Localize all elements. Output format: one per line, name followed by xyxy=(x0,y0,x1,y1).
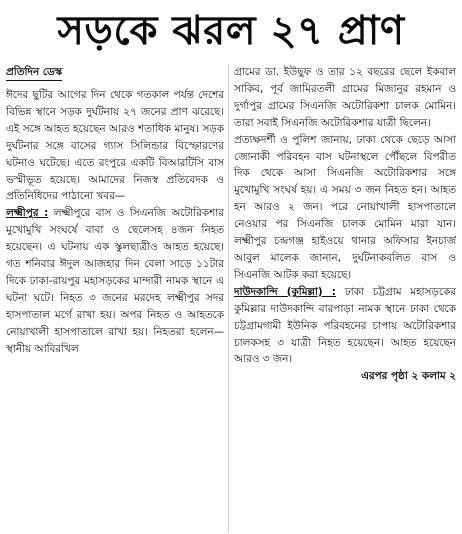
column-divider xyxy=(228,64,229,532)
article-columns xyxy=(6,64,456,532)
section-heading-lakshmipur: লক্ষ্মীপুর : xyxy=(6,207,49,220)
continued-jump-line: এরপর পৃষ্ঠা ২ কলাম ২ xyxy=(360,370,456,383)
lakshmipur-paragraph xyxy=(6,205,224,357)
daudkandi-text: ঢাকা চট্টগ্রাম মহাসড়কের কুমিল্লার দাউদকান্দি বারপাড়া নামক স্থানে ঢাকা থেকে চট্টগ্রামগামী ইউনিক পরিবহনের চাপায় অটোরিকশার চালকসহ ৩ যাত্রী নিহত হয়েছেন। আহত হয়েছেন আরও ৩ জন। xyxy=(234,285,456,366)
byline: প্রতিদিন ডেস্ক xyxy=(6,64,62,81)
witness-paragraph: প্রত্যক্ষদর্শী ও পুলিশ জানায়, ঢাকা থেকে ছেড়ে আসা জোনাকী পরিবহন বাস ঘটনাস্থলে পৌঁছলে বিপরীত দিক থেকে আসা সিএনজি অটোরিকশার সঙ্গে মুখোমুখি সংঘর্ষ হয়। এ সময় ৩ জন নিহত হন। আহত হন আরও ২ জন। পরে নোয়াখালী হাসপাতালে নেওয়ার পর সিএনজি চালক মোমিন মারা যান। লক্ষ্মীপুর চন্দ্রগঞ্জ হাইওয়ে থানার অফিসার ইনচার্জ আবুল মালেক জানান, দুর্ঘটনাকবলিত বাস ও সিএনজি আটক করা হয়েছে। xyxy=(234,133,456,281)
left-column xyxy=(6,64,224,532)
intro-paragraph: ঈদের ছুটির আগের দিন থেকে গতকাল পর্যন্ত দেশের বিভিন্ন স্থানে সড়ক দুর্ঘটনায় ২৭ জনের প্রাণ ঝরেছে। এই সঙ্গে আহত হয়েছেন আরও শতাধিক মানুষ। সড়ক দুর্ঘটনার সঙ্গে বাসের গ্যাস সিলিন্ডার বিস্ফোরণের ঘটনাও ঘটেছে। এতে রংপুরে একটি বিআরটিসি বাস ভস্মীভূত হয়েছে। আমাদের নিজস্ব প্রতিবেদক ও প্রতিনিধিদের পাঠানো খবর— xyxy=(6,89,224,203)
lakshmipur-text: লক্ষ্মীপুরে বাস ও সিএনজি অটোরিকশার মুখোমুখি সংঘর্ষে বাবা ও ছেলেসহ ৪জন নিহত হয়েছেন। এ ঘটনায় এক স্কুলছাত্রীও আহত হয়েছে। গত শনিবার ঈদুল আজহার দিন বেলা সাড়ে ১১টার দিকে ঢাকা-রায়পুর মহাসড়কের মান্দারী নামক স্থানে এ ঘটনা ঘটে। নিহত ৩ জনের মরদেহ লক্ষ্মীপুর সদর হাসপাতাল মর্গে রাখা হয়। অপর নিহত ও আহতকে নোয়াখালী হাসপাতালে রাখা হয়। নিহতরা হলেন— স্থানীয় আবিরখিল xyxy=(6,207,224,355)
continuation-paragraph: গ্রামের ডা. ইউছুফ ও তার ১২ বছরের ছেলে ইকবাল সাকিব, পূর্ব জামিরতলী গ্রামের মিজানুর রহমান ও দুর্গাপুর গ্রামের সিএনজি অটোরিকশা চালক মোমিন। তারা সবাই সিএনজি অটোরিকশার যাত্রী ছিলেন। xyxy=(234,66,456,129)
section-heading-daudkandi: দাউদকান্দি (কুমিল্লা) : xyxy=(234,285,336,298)
headline: সড়কে ঝরল ২৭ প্রাণ xyxy=(57,8,405,54)
right-column xyxy=(234,64,456,532)
daudkandi-paragraph xyxy=(234,284,456,369)
